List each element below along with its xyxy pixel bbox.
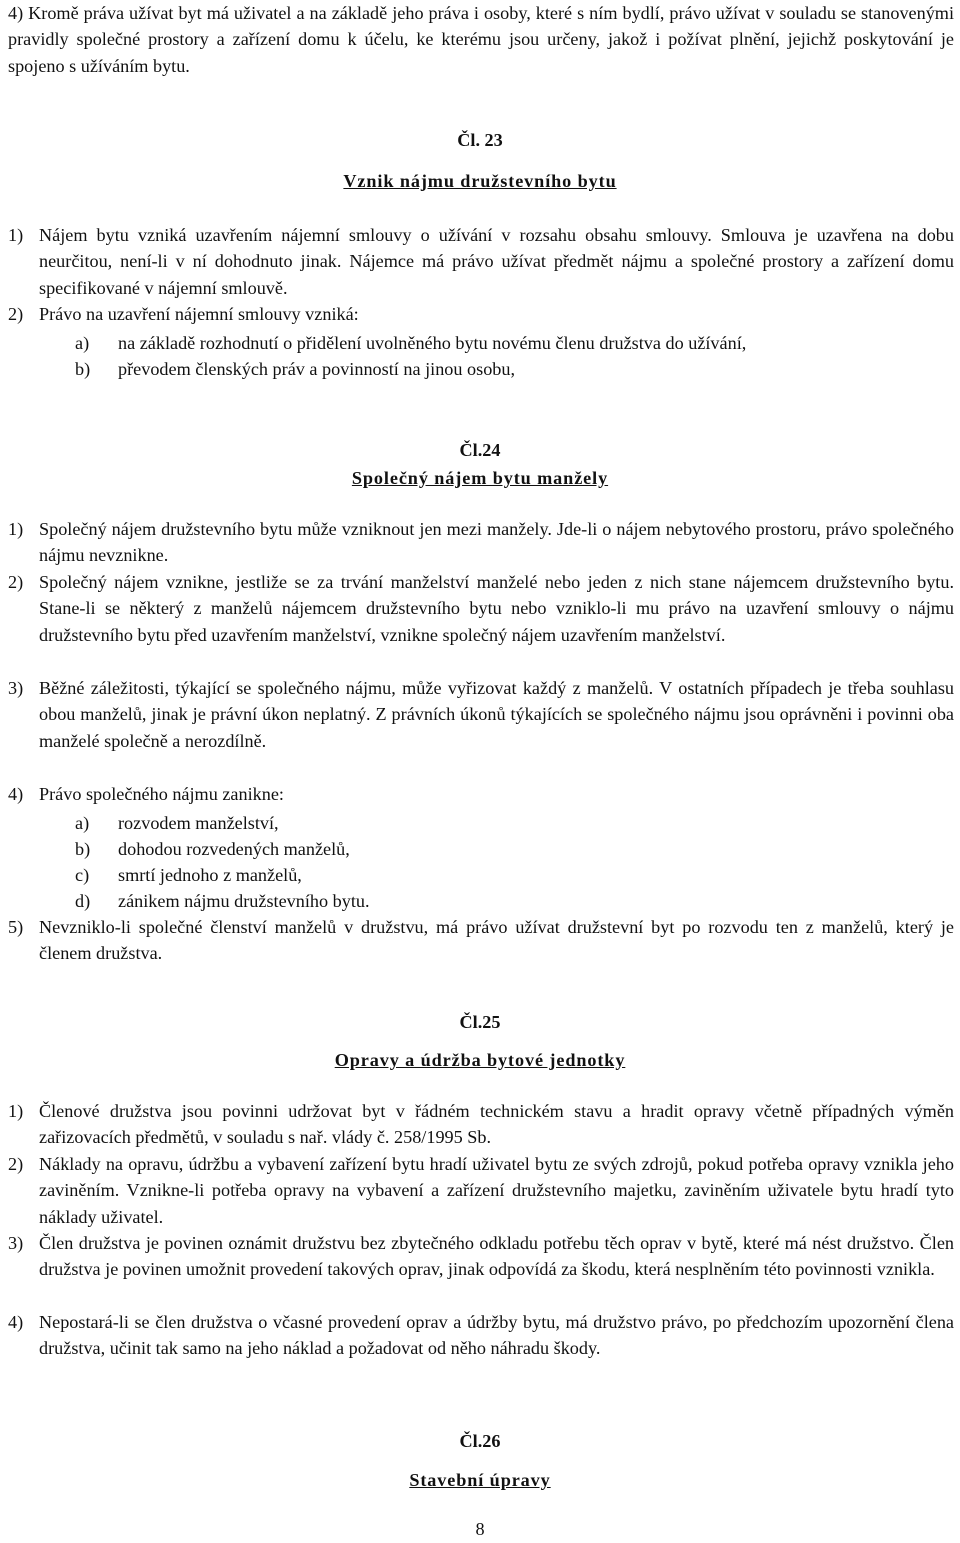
item-number: 1): [8, 519, 24, 539]
item-number: 4): [8, 784, 24, 804]
subitem-text: smrtí jednoho z manželů,: [118, 865, 302, 885]
subitem-text: na základě rozhodnutí o přidělení uvolněného bytu novému členu družstva do užívání,: [118, 333, 747, 353]
article-25-title: Opravy a údržba bytové jednotky: [334, 1050, 626, 1070]
subitem-letter: b): [75, 839, 91, 859]
article-23-item-1: [8, 222, 954, 301]
article-26-number: Čl.26: [459, 1431, 501, 1451]
subitem-text: rozvodem manželství,: [118, 813, 279, 833]
article-23-subitem-b: [75, 356, 955, 382]
item-number: 3): [8, 1233, 24, 1253]
paragraph-4-intro: 4) Kromě práva užívat byt má uživatel a na základě jeho práva i osoby, které s ním bydlí, právo užívat v souladu se stanovenými pravidly společné prostory a zařízení domu k účelu, ke kterému jsou určeny, jakož i požívat plnění, jejichž poskytování je spojeno s užíváním bytu.: [8, 3, 954, 76]
article-24-item-4: [8, 781, 954, 807]
item-text: Členové družstva jsou povinni udržovat byt v řádném technickém stavu a hradit opravy včetně případných výměn zařizovacích předmětů, v souladu s nař. vlády č. 258/1995 Sb.: [39, 1101, 954, 1148]
item-text: Společný nájem vznikne, jestliže se za trvání manželství manželé nebo jeden z nich stane nájemcem družstevního bytu. Stane-li se některý z manželů nájemcem družstevního bytu nebo vzniklo-li mu právo na uzavření smlouvy o nájmu družstevního bytu před uzavřením manželství, vznikne společný nájem uzavřením manželství.: [39, 572, 954, 645]
item-text: Náklady na opravu, údržbu a vybavení zařízení bytu hradí uživatel bytu ze svých zdrojů, pokud potřeba opravy vznikla jeho zaviněním. Vznikne-li potřeba opravy na vybavení a zařízení družstevního majetku, zaviněním uživatele bytu hradí tyto náklady uživatel.: [39, 1154, 954, 1227]
article-23-title: Vznik nájmu družstevního bytu: [343, 171, 617, 191]
item-text: Nevzniklo-li společné členství manželů v družstvu, má právo užívat družstevní byt po rozvodu ten z manželů, který je členem družstva.: [39, 917, 954, 964]
article-24-item-5: [8, 914, 954, 967]
article-25-number: Čl.25: [459, 1012, 501, 1032]
item-number: 1): [8, 1101, 24, 1121]
item-text: Právo společného nájmu zanikne:: [39, 784, 284, 804]
article-24-number: Čl.24: [459, 440, 501, 460]
article-25-item-3: [8, 1230, 954, 1283]
article-24-subitem-d: [75, 888, 955, 914]
item-number: 5): [8, 917, 24, 937]
page-number: 8: [475, 1519, 485, 1539]
item-text: Nájem bytu vzniká uzavřením nájemní smlouvy o užívání v rozsahu obsahu smlouvy. Smlouva je uzavřena na dobu neurčitou, není-li v ní dohodnuto jinak. Nájemce má právo užívat předmět nájmu a společné prostory a zařízení domu specifikované v nájemní smlouvě.: [39, 225, 954, 298]
article-23-item-2: [8, 301, 954, 327]
item-number: 3): [8, 678, 24, 698]
item-text: Člen družstva je povinen oznámit družstvu bez zbytečného odkladu potřebu těch oprav v bytě, které má nést družstvo. Člen družstva je povinen umožnit provedení takových oprav, jinak odpovídá za škodu, která nesplněním této povinnosti vznikla.: [39, 1233, 954, 1280]
subitem-text: dohodou rozvedených manželů,: [118, 839, 350, 859]
item-text: Nepostará-li se člen družstva o včasné provedení oprav a údržby bytu, má družstvo právo, po předchozím upozornění člena družstva, učinit tak samo na jeho náklad a požadovat od něho náhradu škody.: [39, 1312, 954, 1359]
article-24-title: Společný nájem bytu manžely: [351, 468, 609, 488]
article-23-number: Čl. 23: [457, 130, 503, 150]
subitem-letter: c): [75, 865, 90, 885]
subitem-letter: a): [75, 813, 90, 833]
article-24-item-1: [8, 516, 954, 569]
item-number: 1): [8, 225, 24, 245]
article-25-item-4: [8, 1309, 954, 1362]
article-23-subitem-a: [75, 330, 955, 356]
subitem-letter: d): [75, 891, 91, 911]
article-24-item-2: [8, 569, 954, 648]
item-number: 2): [8, 1154, 24, 1174]
item-number: 2): [8, 572, 24, 592]
article-24-item-3: [8, 675, 954, 754]
article-24-subitem-a: [75, 810, 955, 836]
item-text: Společný nájem družstevního bytu může vzniknout jen mezi manžely. Jde-li o nájem nebytového prostoru, právo společného nájmu nevznikne.: [39, 519, 954, 566]
article-24-subitem-b: [75, 836, 955, 862]
article-24-subitem-c: [75, 862, 955, 888]
article-25-item-1: [8, 1098, 954, 1151]
item-number: 4): [8, 1312, 24, 1332]
subitem-text: převodem členských práv a povinností na jinou osobu,: [118, 359, 516, 379]
article-25-item-2: [8, 1151, 954, 1230]
item-text: Právo na uzavření nájemní smlouvy vzniká:: [39, 304, 359, 324]
article-26-title: Stavební úpravy: [409, 1470, 551, 1490]
subitem-letter: b): [75, 359, 91, 379]
subitem-letter: a): [75, 333, 90, 353]
item-text: Běžné záležitosti, týkající se společného nájmu, může vyřizovat každý z manželů. V ostatních případech je třeba souhlasu obou manželů, jinak je právní úkon neplatný. Z právních úkonů týkajících se společného nájmu jsou oprávněni i povinni oba manželé společně a nerozdílně.: [39, 678, 954, 751]
item-number: 2): [8, 304, 24, 324]
subitem-text: zánikem nájmu družstevního bytu.: [118, 891, 370, 911]
